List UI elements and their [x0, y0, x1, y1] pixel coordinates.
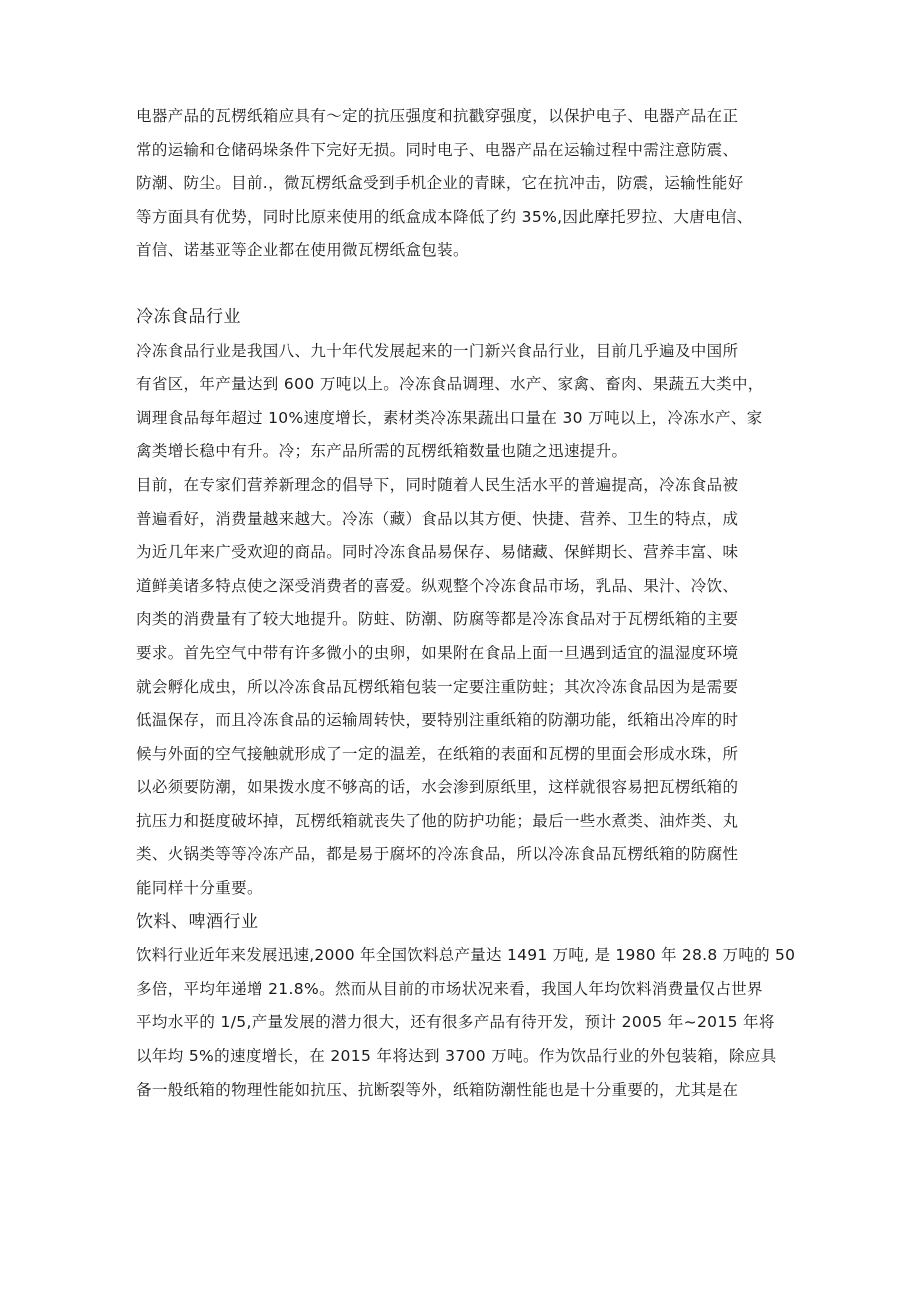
text-line: 以必须要防潮，如果拨水度不够高的话，水会渗到原纸里，这样就很容易把瓦楞纸箱的 [136, 778, 739, 797]
text-line: 以年均 5%的速度增长，在 2015 年将达到 3700 万吨。作为饮品行业的外包装箱，除应具 [136, 1047, 777, 1066]
text-line: 抗压力和挺度破坏掉，瓦楞纸箱就丧失了他的防护功能；最后一些水煮类、油炸类、丸 [136, 811, 739, 830]
text-line: 要求。首先空气中带有许多微小的虫卵，如果附在食品上面一旦遇到适宜的温湿度环境 [136, 643, 739, 662]
text-line: 冷冻食品行业是我国八、九十年代发展起来的一门新兴食品行业，目前几乎遍及中国所 [136, 341, 739, 360]
text-line: 备一般纸箱的物理性能如抗压、抗断裂等外，纸箱防潮性能也是十分重要的，尤其是在 [136, 1080, 739, 1099]
text-line: 肉类的消费量有了较大地提升。防蛀、防潮、防腐等都是冷冻食品对于瓦楞纸箱的主要 [136, 610, 739, 629]
text-line: 调理食品每年超过 10%速度增长，素材类冷冻果蔬出口量在 30 万吨以上，冷冻水产、家 [136, 408, 763, 427]
text-line: 禽类增长稳中有升。冷；东产品所需的瓦楞纸箱数量也随之迅速提升。 [136, 442, 628, 461]
text-line: 有省区，年产量达到 600 万吨以上。冷冻食品调理、水产、家禽、畜肉、果蔬五大类中， [136, 375, 764, 394]
text-line: 多倍，平均年递增 21.8%。然而从目前的市场状况来看，我国人年均饮料消费量仅占世界 [136, 979, 763, 998]
paragraph-beverage [136, 939, 796, 1107]
paragraph-electronics [136, 100, 796, 268]
text-line: 平均水平的 1/5,产量发展的潜力很大，还有很多产品有待开发，预计 2005 年~2015 年将 [136, 1013, 775, 1032]
text-line: 能同样十分重要。 [136, 879, 263, 898]
text-line: 低温保存，而且冷冻食品的运输周转快，要特别注重纸箱的防潮功能，纸箱出冷库的时 [136, 711, 739, 730]
text-line: 防潮、防尘。目前.，微瓦楞纸盒受到手机企业的青睐，它在抗冲击，防震，运输性能好 [136, 174, 744, 193]
section-heading-frozen-food: 冷冻食品行业 [136, 306, 241, 327]
text-line: 候与外面的空气接触就形成了一定的温差，在纸箱的表面和瓦楞的里面会形成水珠，所 [136, 744, 739, 763]
text-line: 等方面具有优势，同时比原来使用的纸盒成本降低了约 35%,因此摩托罗拉、大唐电信、 [136, 207, 753, 226]
text-line: 类、火锅类等等冷冻产品，都是易于腐坏的冷冻食品，所以冷冻食品瓦楞纸箱的防腐性 [136, 845, 739, 864]
document-body [136, 100, 796, 1107]
paragraph-frozen-intro [136, 335, 796, 469]
text-line: 目前，在专家们营养新理念的倡导下，同时随着人民生活水平的普遍提高，冷冻食品被 [136, 475, 739, 494]
text-line: 就会孵化成虫，所以冷冻食品瓦楞纸箱包装一定要注重防蛀；其次冷冻食品因为是需要 [136, 677, 739, 696]
section-heading-beverage: 饮料、啤酒行业 [136, 911, 259, 932]
text-line: 电器产品的瓦楞纸箱应具有～定的抗压强度和抗戳穿强度，以保护电子、电器产品在正 [136, 107, 739, 125]
paragraph-frozen-requirements [136, 469, 796, 906]
text-line: 为近几年来广受欢迎的商品。同时冷冻食品易保存、易储藏、保鲜期长、营养丰富、味 [136, 543, 739, 562]
text-line: 普遍看好，消费量越来越大。冷冻（藏）食品以其方便、快捷、营养、卫生的特点，成 [136, 509, 739, 528]
text-line: 常的运输和仓储码垛条件下完好无损。同时电子、电器产品在运输过程中需注意防震、 [136, 140, 739, 159]
spacer [136, 268, 796, 301]
text-line: 饮料行业近年来发展迅速,2000 年全国饮料总产量达 1491 万吨, 是 1980 年 28.8 万吨的 50 [136, 946, 796, 965]
text-line: 道鲜美诸多特点使之深受消费者的喜爱。纵观整个冷冻食品市场，乳品、果汁、冷饮、 [136, 576, 739, 595]
text-line: 首信、诺基亚等企业都在使用微瓦楞纸盒包装。 [136, 241, 469, 260]
